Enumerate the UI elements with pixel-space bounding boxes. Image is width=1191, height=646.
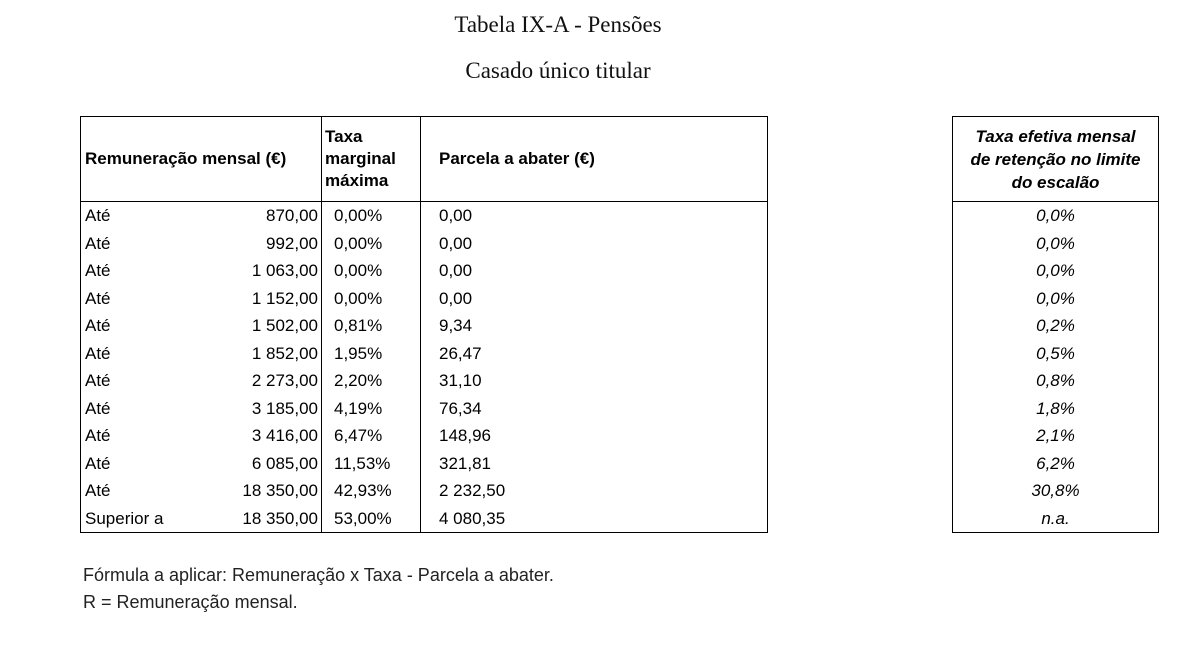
effective-rate-cell: 6,2% bbox=[1036, 453, 1075, 473]
taxa-cell: 4,19% bbox=[322, 395, 421, 423]
effective-rate-cell: 30,8% bbox=[1031, 481, 1080, 500]
remuneracao-cell bbox=[81, 285, 322, 313]
parcela-cell: 321,81 bbox=[421, 450, 768, 478]
effective-rate-cell: 0,0% bbox=[1036, 206, 1075, 225]
bracket-value: 6 085,00 bbox=[251, 453, 318, 473]
table-row bbox=[81, 202, 768, 230]
remuneracao-cell bbox=[81, 395, 322, 423]
parcela-cell: 4 080,35 bbox=[421, 505, 768, 533]
bracket-label: Até bbox=[85, 453, 111, 473]
table-row bbox=[81, 340, 768, 368]
effective-header-row bbox=[953, 117, 1159, 202]
effective-rate-cell: 0,0% bbox=[1036, 261, 1075, 280]
effective-rate-cell: 0,0% bbox=[1036, 288, 1075, 308]
table-row bbox=[81, 285, 768, 313]
header-effective-line: do escalão bbox=[1011, 172, 1100, 192]
bracket-label: Até bbox=[85, 206, 111, 225]
taxa-cell: 0,00% bbox=[322, 230, 421, 258]
bracket-label: Superior a bbox=[85, 508, 164, 528]
header-taxa-line: marginal bbox=[325, 149, 396, 168]
table-row bbox=[81, 312, 768, 340]
taxa-cell: 1,95% bbox=[322, 340, 421, 368]
effective-rate-cell: 2,1% bbox=[1036, 426, 1075, 445]
tax-table bbox=[80, 116, 768, 533]
effective-rate-cell: 0,0% bbox=[1036, 233, 1075, 253]
remuneracao-cell bbox=[81, 257, 322, 285]
header-remuneracao: Remuneração mensal (€) bbox=[81, 117, 322, 202]
parcela-cell: 2 232,50 bbox=[421, 477, 768, 505]
bracket-label: Até bbox=[85, 371, 111, 390]
parcela-cell: 9,34 bbox=[421, 312, 768, 340]
bracket-label: Até bbox=[85, 288, 111, 308]
taxa-cell: 11,53% bbox=[322, 450, 421, 478]
bracket-value: 18 350,00 bbox=[242, 508, 318, 528]
effective-row bbox=[953, 477, 1159, 505]
table-row bbox=[81, 230, 768, 258]
bracket-label: Até bbox=[85, 233, 111, 253]
table-row bbox=[81, 395, 768, 423]
bracket-value: 992,00 bbox=[266, 233, 318, 253]
parcela-cell: 148,96 bbox=[421, 422, 768, 450]
definition-note: R = Remuneração mensal. bbox=[83, 592, 298, 612]
bracket-value: 1 063,00 bbox=[251, 261, 318, 280]
taxa-cell: 0,81% bbox=[322, 312, 421, 340]
effective-row bbox=[953, 230, 1159, 258]
effective-row bbox=[953, 367, 1159, 395]
bracket-value: 1 152,00 bbox=[251, 288, 318, 308]
page-subtitle: Casado único titular bbox=[465, 58, 651, 83]
taxa-cell: 53,00% bbox=[322, 505, 421, 533]
taxa-cell: 0,00% bbox=[322, 202, 421, 230]
parcela-cell: 31,10 bbox=[421, 367, 768, 395]
bracket-value: 3 185,00 bbox=[251, 398, 318, 418]
taxa-cell: 2,20% bbox=[322, 367, 421, 395]
effective-row bbox=[953, 202, 1159, 230]
header-effective-line: Taxa efetiva mensal bbox=[975, 126, 1136, 146]
parcela-cell: 76,34 bbox=[421, 395, 768, 423]
remuneracao-cell bbox=[81, 367, 322, 395]
effective-row bbox=[953, 340, 1159, 368]
bracket-value: 2 273,00 bbox=[251, 371, 318, 390]
remuneracao-cell bbox=[81, 340, 322, 368]
bracket-value: 18 350,00 bbox=[242, 481, 318, 500]
remuneracao-cell bbox=[81, 230, 322, 258]
header-effective-rate bbox=[953, 117, 1159, 202]
table-row bbox=[81, 257, 768, 285]
bracket-label: Até bbox=[85, 426, 111, 445]
tax-table-header-row bbox=[81, 117, 768, 202]
parcela-cell: 0,00 bbox=[421, 257, 768, 285]
bracket-label: Até bbox=[85, 398, 111, 418]
effective-row bbox=[953, 505, 1159, 533]
header-effective-line: de retenção no limite bbox=[970, 149, 1141, 169]
effective-row bbox=[953, 257, 1159, 285]
effective-row bbox=[953, 312, 1159, 340]
header-parcela: Parcela a abater (€) bbox=[421, 117, 768, 202]
effective-rate-cell: n.a. bbox=[1041, 508, 1070, 528]
effective-row bbox=[953, 395, 1159, 423]
table-row bbox=[81, 477, 768, 505]
taxa-cell: 42,93% bbox=[322, 477, 421, 505]
bracket-value: 3 416,00 bbox=[251, 426, 318, 445]
bracket-label: Até bbox=[85, 343, 111, 363]
remuneracao-cell bbox=[81, 477, 322, 505]
page-title: Tabela IX-A - Pensões bbox=[454, 12, 662, 37]
bracket-value: 1 852,00 bbox=[251, 343, 318, 363]
parcela-cell: 0,00 bbox=[421, 230, 768, 258]
remuneracao-cell bbox=[81, 312, 322, 340]
effective-rate-table bbox=[952, 116, 1159, 533]
bracket-value: 1 502,00 bbox=[251, 316, 318, 335]
parcela-cell: 0,00 bbox=[421, 202, 768, 230]
taxa-cell: 0,00% bbox=[322, 257, 421, 285]
formula-note: Fórmula a aplicar: Remuneração x Taxa - Parcela a abater. bbox=[83, 565, 554, 585]
effective-rate-cell: 0,5% bbox=[1036, 343, 1075, 363]
bracket-value: 870,00 bbox=[266, 206, 318, 225]
taxa-cell: 0,00% bbox=[322, 285, 421, 313]
bracket-label: Até bbox=[85, 481, 111, 500]
bracket-label: Até bbox=[85, 261, 111, 280]
bracket-label: Até bbox=[85, 316, 111, 335]
effective-row bbox=[953, 450, 1159, 478]
table-row bbox=[81, 450, 768, 478]
table-row bbox=[81, 422, 768, 450]
remuneracao-cell bbox=[81, 422, 322, 450]
remuneracao-cell bbox=[81, 450, 322, 478]
effective-row bbox=[953, 422, 1159, 450]
parcela-cell: 0,00 bbox=[421, 285, 768, 313]
table-row bbox=[81, 367, 768, 395]
header-taxa bbox=[322, 117, 421, 202]
remuneracao-cell bbox=[81, 505, 322, 533]
effective-rate-cell: 0,2% bbox=[1036, 316, 1075, 335]
parcela-cell: 26,47 bbox=[421, 340, 768, 368]
effective-row bbox=[953, 285, 1159, 313]
effective-rate-cell: 0,8% bbox=[1036, 371, 1075, 390]
effective-rate-cell: 1,8% bbox=[1036, 398, 1075, 418]
table-row bbox=[81, 505, 768, 533]
remuneracao-cell bbox=[81, 202, 322, 230]
taxa-cell: 6,47% bbox=[322, 422, 421, 450]
header-taxa-line: Taxa bbox=[325, 127, 363, 146]
header-taxa-line: máxima bbox=[325, 171, 389, 190]
